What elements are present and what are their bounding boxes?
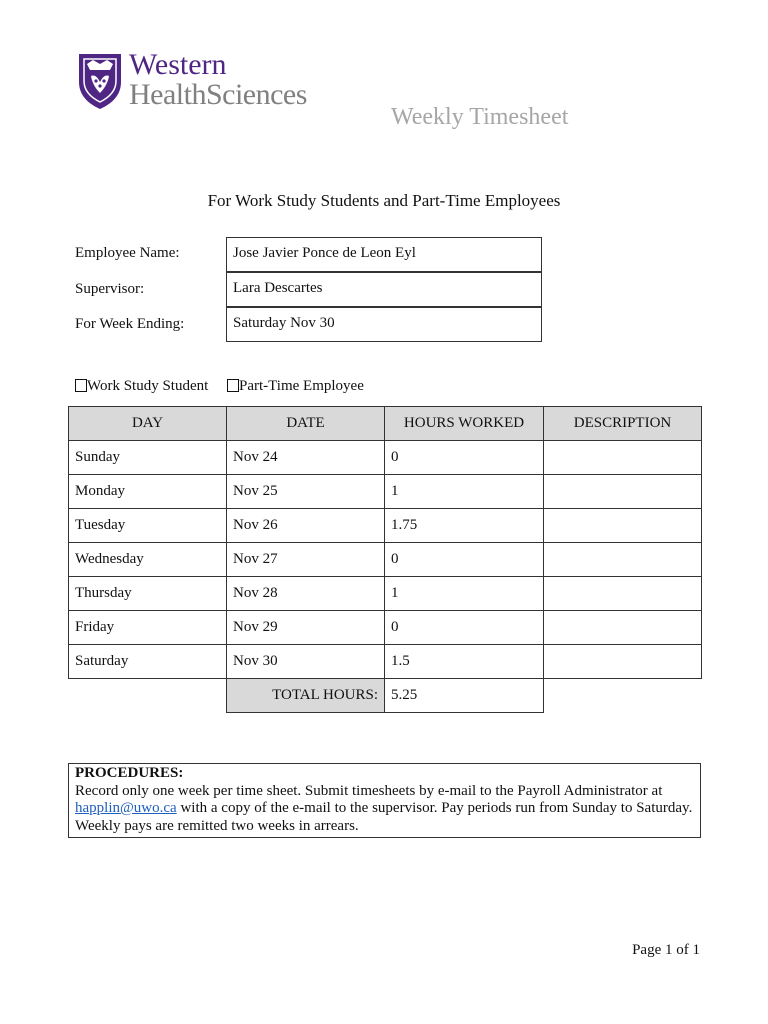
table-row: [69, 441, 702, 475]
date-cell: Nov 25: [227, 475, 385, 509]
work-study-label: Work Study Student: [87, 378, 209, 394]
procedures-text-part1: Record only one week per time sheet. Submit timesheets by e-mail to the Payroll Administrator at: [75, 782, 663, 799]
table-row: [69, 611, 702, 645]
header-date: DATE: [227, 407, 385, 441]
day-cell: Friday: [69, 611, 227, 645]
table-header-row: [69, 407, 702, 441]
employee-name-field[interactable]: Jose Javier Ponce de Leon Eyl: [226, 237, 542, 272]
hours-cell[interactable]: 0: [385, 611, 544, 645]
hours-cell[interactable]: 1: [385, 577, 544, 611]
hours-cell[interactable]: 0: [385, 441, 544, 475]
part-time-checkbox[interactable]: [227, 379, 239, 392]
hours-cell[interactable]: 1.5: [385, 645, 544, 679]
supervisor-label: Supervisor:: [75, 281, 145, 297]
table-row: [69, 475, 702, 509]
date-cell: Nov 26: [227, 509, 385, 543]
employee-name-label: Employee Name:: [75, 245, 180, 261]
shield-crest-icon: [77, 52, 123, 110]
date-cell: Nov 28: [227, 577, 385, 611]
procedures-heading: PROCEDURES:: [75, 765, 184, 781]
day-cell: Thursday: [69, 577, 227, 611]
total-hours-label: TOTAL HOURS:: [227, 679, 385, 713]
logo-text-healthsciences: HealthSciences: [129, 78, 307, 111]
day-cell: Tuesday: [69, 509, 227, 543]
table-row: [69, 543, 702, 577]
total-hours-value: 5.25: [385, 679, 544, 713]
week-ending-label: For Week Ending:: [75, 316, 185, 332]
date-cell: Nov 30: [227, 645, 385, 679]
timesheet-table: [68, 406, 702, 713]
day-cell: Sunday: [69, 441, 227, 475]
description-cell[interactable]: [544, 611, 702, 645]
payroll-email-link[interactable]: happlin@uwo.ca: [75, 800, 177, 816]
day-cell: Saturday: [69, 645, 227, 679]
work-study-checkbox[interactable]: [75, 379, 87, 392]
hours-cell[interactable]: 1: [385, 475, 544, 509]
logo-text-western: Western: [129, 48, 227, 81]
procedures-box: [68, 763, 701, 838]
date-cell: Nov 29: [227, 611, 385, 645]
table-row: [69, 645, 702, 679]
table-row: [69, 509, 702, 543]
header-description: DESCRIPTION: [544, 407, 702, 441]
day-cell: Wednesday: [69, 543, 227, 577]
hours-cell[interactable]: 0: [385, 543, 544, 577]
part-time-option[interactable]: [227, 378, 364, 395]
total-row: [69, 679, 702, 713]
description-cell[interactable]: [544, 509, 702, 543]
header-day: DAY: [69, 407, 227, 441]
description-cell[interactable]: [544, 543, 702, 577]
description-cell[interactable]: [544, 645, 702, 679]
work-study-option[interactable]: [75, 378, 208, 395]
procedures-text: [75, 783, 694, 836]
date-cell: Nov 24: [227, 441, 385, 475]
week-ending-field[interactable]: Saturday Nov 30: [226, 307, 542, 342]
day-cell: Monday: [69, 475, 227, 509]
document-subtitle: For Work Study Students and Part-Time Employees: [207, 191, 561, 210]
procedures-text-part2: with a copy of the e-mail to the supervisor. Pay periods run from Sunday to Saturday. Weekly pays are remitted two weeks in arrears.: [75, 800, 693, 834]
header-hours-worked: HOURS WORKED: [385, 407, 544, 441]
page-number: Page 1 of 1: [632, 942, 700, 958]
document-title: Weekly Timesheet: [391, 104, 569, 130]
table-row: [69, 577, 702, 611]
description-cell[interactable]: [544, 441, 702, 475]
western-health-sciences-logo: [77, 48, 357, 116]
hours-cell[interactable]: 1.75: [385, 509, 544, 543]
supervisor-field[interactable]: Lara Descartes: [226, 272, 542, 307]
part-time-label: Part-Time Employee: [239, 378, 364, 394]
date-cell: Nov 27: [227, 543, 385, 577]
description-cell[interactable]: [544, 475, 702, 509]
description-cell[interactable]: [544, 577, 702, 611]
